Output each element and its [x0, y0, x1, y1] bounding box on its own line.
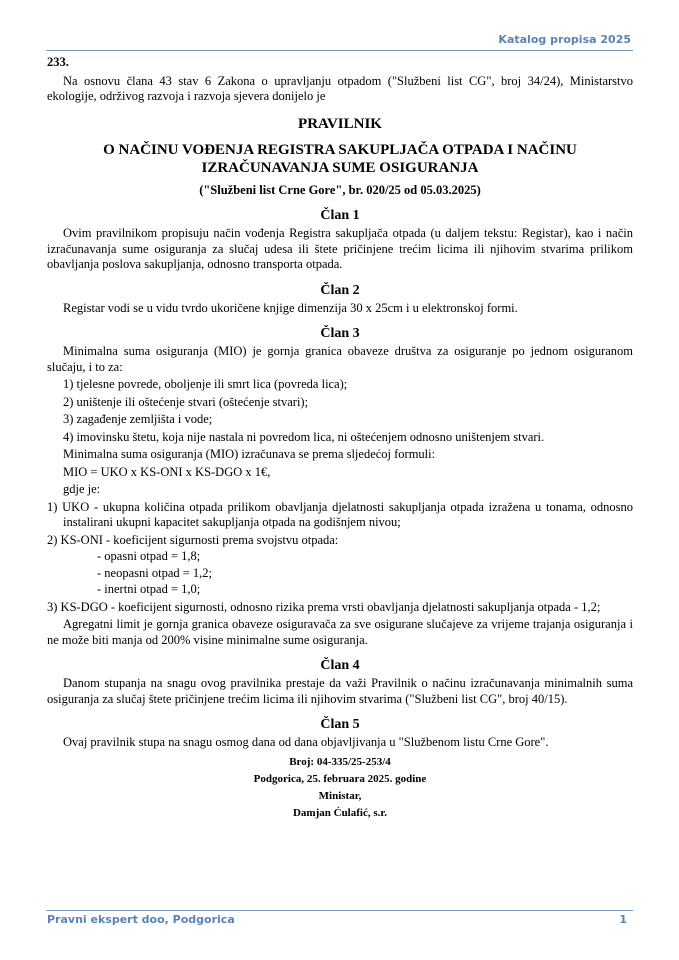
- article-5-text: Ovaj pravilnik stupa na snagu osmog dana od dana objavljivanja u "Službenom listu Crne Gore".: [63, 735, 549, 749]
- footer-publisher: Pravni ekspert doo, Podgorica: [47, 913, 235, 926]
- header-divider: [46, 50, 633, 51]
- article-2-heading: Član 2: [320, 282, 360, 298]
- coefficient-hazardous: - opasni otpad = 1,8;: [97, 549, 201, 563]
- formula-where: gdje je:: [63, 482, 101, 496]
- formula: MIO = UKO x KS-ONI x KS-DGO x 1€,: [63, 464, 271, 479]
- regulation-number: 233.: [47, 55, 69, 69]
- article-3-heading: Član 3: [320, 326, 360, 341]
- document-body: [47, 55, 633, 821]
- formula-intro: Minimalna suma osiguranja (MIO) izračunava se prema sljedećoj formuli:: [63, 447, 436, 461]
- article-4-text: Danom stupanja na snagu ovog pravilnika prestaje da važi Pravilnik o načinu izračunavanja minimalnih suma osiguranja za slučaj štete pričinjene trećim licima ili njihovim stvarima ("Službeni list CG", broj 40/15).: [47, 676, 633, 706]
- article-1-text: Ovim pravilnikom propisuju način vođenja Registra sakupljača otpada (u daljem tekstu: Registar), kao i način izračunavanja sume osiguranja za slučaj udesa ili štete pričinjene trećim licima ili njihovim stvarima prilikom obavljanja poslova sakupljanja, odnosno transporta otpada.: [47, 226, 633, 271]
- article-2-text: Registar vodi se u vidu tvrdo ukoričene knjige dimenzija 30 x 25cm i u elektronskoj formi.: [63, 300, 518, 315]
- signatory-name: Damjan Ćulafić, s.r.: [292, 806, 387, 819]
- article-1-heading: Član 1: [320, 208, 360, 223]
- reference-number: Broj: 04-335/25-253/4: [289, 755, 391, 768]
- place-date: Podgorica, 25. februara 2025. godine: [253, 772, 427, 785]
- article-5-heading: Član 5: [320, 717, 360, 732]
- header-catalog-title: Katalog propisa 2025: [498, 33, 631, 46]
- signatory-role: Ministar,: [318, 789, 362, 802]
- page-number: 1: [619, 913, 627, 926]
- article-3-intro: Minimalna suma osiguranja (MIO) je gornja granica obaveze društva za osiguranje po jednom osiguranom slučaju, i to za:: [47, 344, 633, 374]
- definition-ks-dgo: 3) KS-DGO - koeficijent sigurnosti, odnosno rizika prema vrsti obavljanja djelatnosti sakupljanja otpada - 1,2;: [47, 599, 601, 614]
- coefficient-inert: - inertni otpad = 1,0;: [97, 582, 201, 596]
- aggregate-limit: Agregatni limit je gornja granica obaveze osiguravača za sve osigurane slučajeve za vrijeme trajanja osiguranja i ne može biti manja od 200% visine minimalne sume osiguranja.: [47, 617, 633, 647]
- document-type: PRAVILNIK: [298, 115, 382, 132]
- article-3-item-3: 3) zagađenje zemljišta i vode;: [63, 412, 213, 426]
- coefficient-non-hazardous: - neopasni otpad = 1,2;: [97, 565, 213, 580]
- preamble: Na osnovu člana 43 stav 6 Zakona o upravljanju otpadom ("Službeni list CG", broj 34/24), Ministarstvo ekologije, održivog razvoja i razvoja sjevera donijelo je: [47, 73, 633, 103]
- article-3-item-1: 1) tjelesne povrede, oboljenje ili smrt lica (povreda lica);: [63, 377, 348, 391]
- document-title: O NAČINU VOĐENJA REGISTRA SAKUPLJAČA OTPADA I NAČINU IZRAČUNAVANJA SUME OSIGURANJA: [103, 141, 577, 176]
- definition-uko: 1) UKO - ukupna količina otpada prilikom obavljanja djelatnosti sakupljanja otpada izražena u tonama, odnosno instalirani ukupni kapacitet sakupljanja otpada na godišnjem nivou;: [47, 499, 633, 529]
- footer-divider: [46, 910, 633, 911]
- article-4-heading: Član 4: [320, 658, 360, 673]
- gazette-reference: ("Službeni list Crne Gore", br. 020/25 od 05.03.2025): [199, 182, 481, 197]
- article-3-item-2: 2) uništenje ili oštećenje stvari (oštećenje stvari);: [63, 394, 309, 409]
- article-3-item-4: 4) imovinsku štetu, koja nije nastala ni povredom lica, ni oštećenjem odnosno uništenjem stvari.: [63, 429, 545, 444]
- definition-ks-oni: 2) KS-ONI - koeficijent sigurnosti prema svojstvu otpada:: [47, 532, 339, 547]
